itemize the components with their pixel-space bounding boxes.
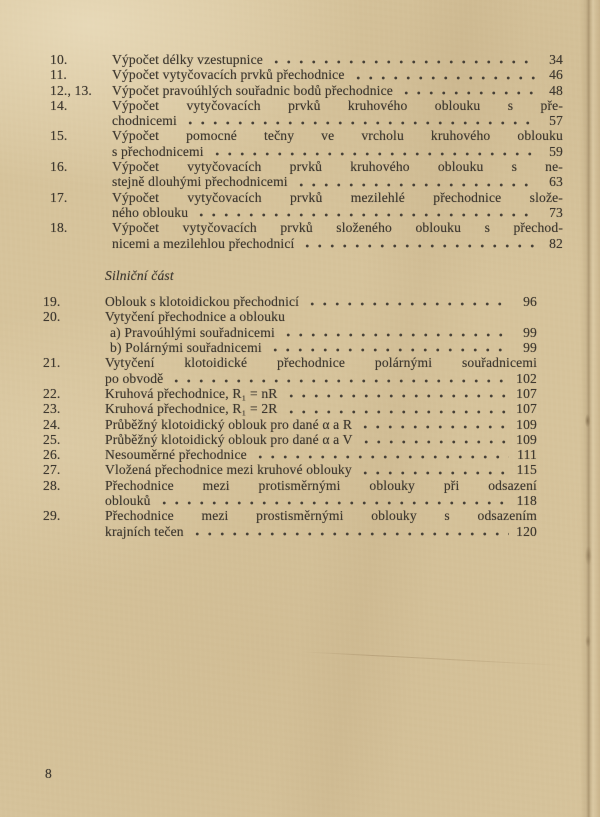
entry-text: Oblouk s klotoidickou přechodnicí [105,294,300,310]
entry-text-line: Vytyčení klotoidické přechodnice polárnými souřadnicemi [105,355,537,371]
dot-leader [170,377,509,385]
entry-page: 109 [516,431,537,447]
entry-page: 59 [549,143,563,159]
toc-entry [43,386,537,401]
dot-leader [211,150,535,158]
entry-page: 73 [549,204,563,220]
entry-text: Kruhová přechodnice, R₁ = nR [105,385,278,401]
entry-page: 107 [516,385,537,401]
entry-page: 82 [549,235,563,251]
entry-number: 21. [43,355,61,371]
entry-number: 22. [43,385,61,401]
toc-entry [43,508,537,539]
toc-entry [43,401,537,416]
entry-number: 25. [43,431,61,447]
dot-leader [301,242,535,250]
entry-page: 111 [517,447,537,463]
entry-page: 107 [516,401,537,417]
entry-text-line: Přechodnice mezi protisměrnými oblouky při odsazení [105,477,537,493]
entry-number: 14. [50,97,68,113]
entry-page: 34 [549,52,563,67]
entry-number: 10. [50,52,68,67]
toc-entry [50,52,563,67]
entry-page: 63 [549,174,563,190]
toc-entry [43,294,537,309]
entry-text-line: Výpočet vytyčovacích prvků složeného oblouku s přechod- [112,220,563,236]
entry-text-line: Výpočet vytyčovacích prvků kruhového oblouku s ne- [112,159,563,175]
dot-leader [359,469,509,477]
entry-text-line: Výpočet vytyčovacích prvků mezilehlé přechodnice slože- [112,189,563,205]
dot-leader [269,346,509,354]
entry-text-line: Výpočet pomocné tečny ve vrcholu kruhového oblouku [112,128,563,144]
entry-number: 16. [50,159,68,175]
dot-leader [285,408,509,416]
entry-number: 29. [43,508,61,524]
entry-page: 99 [523,324,537,340]
dot-leader [195,211,535,219]
dot-leader [400,89,535,97]
entry-text: Výpočet délky vzestupnice [112,52,263,67]
entry-number: 15. [50,128,68,144]
dot-leader [270,58,535,66]
entry-text: Vložená přechodnice mezi kruhové oblouky [105,462,352,478]
entry-number: 12., 13. [50,82,92,98]
toc-section [50,52,563,251]
entry-text: chodnicemi [112,113,177,129]
entry-number [43,325,105,340]
toc-entry [50,128,563,159]
dot-leader [285,392,509,400]
entry-text: Průběžný klotoidický oblouk pro dané α a R [105,416,353,432]
dot-leader [191,530,509,538]
toc-entry [43,340,537,355]
entry-page: 46 [549,67,563,83]
page-number: 8 [45,766,52,781]
entry-text: nicemi a mezilehlou přechodnicí [112,235,295,251]
dot-leader [282,331,509,339]
entry-text: Kruhová přechodnice, R₁ = 2R [105,401,278,417]
entry-page: 109 [516,416,537,432]
entry-number: 23. [43,401,61,417]
dot-leader [158,499,509,507]
toc-entry [43,462,537,477]
dot-leader [295,181,535,189]
entry-number: 26. [43,447,61,463]
dot-leader [254,453,509,461]
section-heading: Silniční část [105,267,174,283]
entry-text: ného oblouku [112,204,189,220]
dot-leader [184,119,535,127]
entry-page: 102 [516,370,537,386]
entry-page: 118 [516,493,537,509]
entry-text: Nesouměrné přechodnice [105,447,247,463]
entry-text-line: Výpočet vytyčovacích prvků kruhového oblouku s pře- [112,97,563,113]
toc-entry [43,478,537,509]
entry-number: 11. [50,67,67,83]
entry-page: 57 [549,113,563,129]
toc-entry [43,325,537,340]
toc-entry [43,309,537,324]
toc-entry [50,220,563,251]
entry-text: a) Pravoúhlými souřadnicemi [110,324,275,340]
paper-crease [300,651,560,666]
entry-number: 17. [50,189,68,205]
entry-number: 20. [43,309,61,325]
entry-number [43,340,105,355]
entry-text: Výpočet vytyčovacích prvků přechodnice [112,67,345,83]
entry-text: krajních tečen [105,523,184,539]
toc [43,52,600,539]
dot-leader [360,438,509,446]
entry-text: Výpočet pravoúhlých souřadnic bodů přechodnice [112,82,393,98]
entry-number: 24. [43,416,61,432]
entry-page: 99 [523,340,537,356]
entry-text: b) Polárnými souřadnicemi [110,340,262,356]
dot-leader [352,74,535,82]
entry-text: Vytyčení přechodnice a oblouku [105,309,286,325]
toc-entry [43,355,537,386]
entry-number: 19. [43,294,61,310]
dot-leader [359,423,509,431]
entry-text: stejně dlouhými přechodnicemi [112,174,288,190]
entry-number: 27. [43,462,61,478]
entry-text-line: Přechodnice mezi prostisměrnými oblouky s odsazením [105,508,537,524]
entry-text: po obvodě [105,370,164,386]
toc-entry [50,98,563,129]
toc-entry [43,447,537,462]
entry-page: 48 [549,82,563,98]
entry-number: 18. [50,220,68,236]
toc-entry [50,190,563,221]
entry-text: oblouků [105,493,151,509]
toc-entry [43,417,537,432]
dot-leader [306,300,509,308]
entry-text: s přechodnicemi [112,143,204,159]
toc-entry [50,159,563,190]
toc-entry [50,67,563,82]
toc-section [43,268,537,539]
entry-number: 28. [43,477,61,493]
toc-entry [43,432,537,447]
entry-page: 120 [516,523,537,539]
entry-page: 115 [516,462,537,478]
entry-page: 96 [523,294,537,310]
entry-text: Průběžný klotoidický oblouk pro dané α a V [105,431,353,447]
toc-entry [50,83,563,98]
